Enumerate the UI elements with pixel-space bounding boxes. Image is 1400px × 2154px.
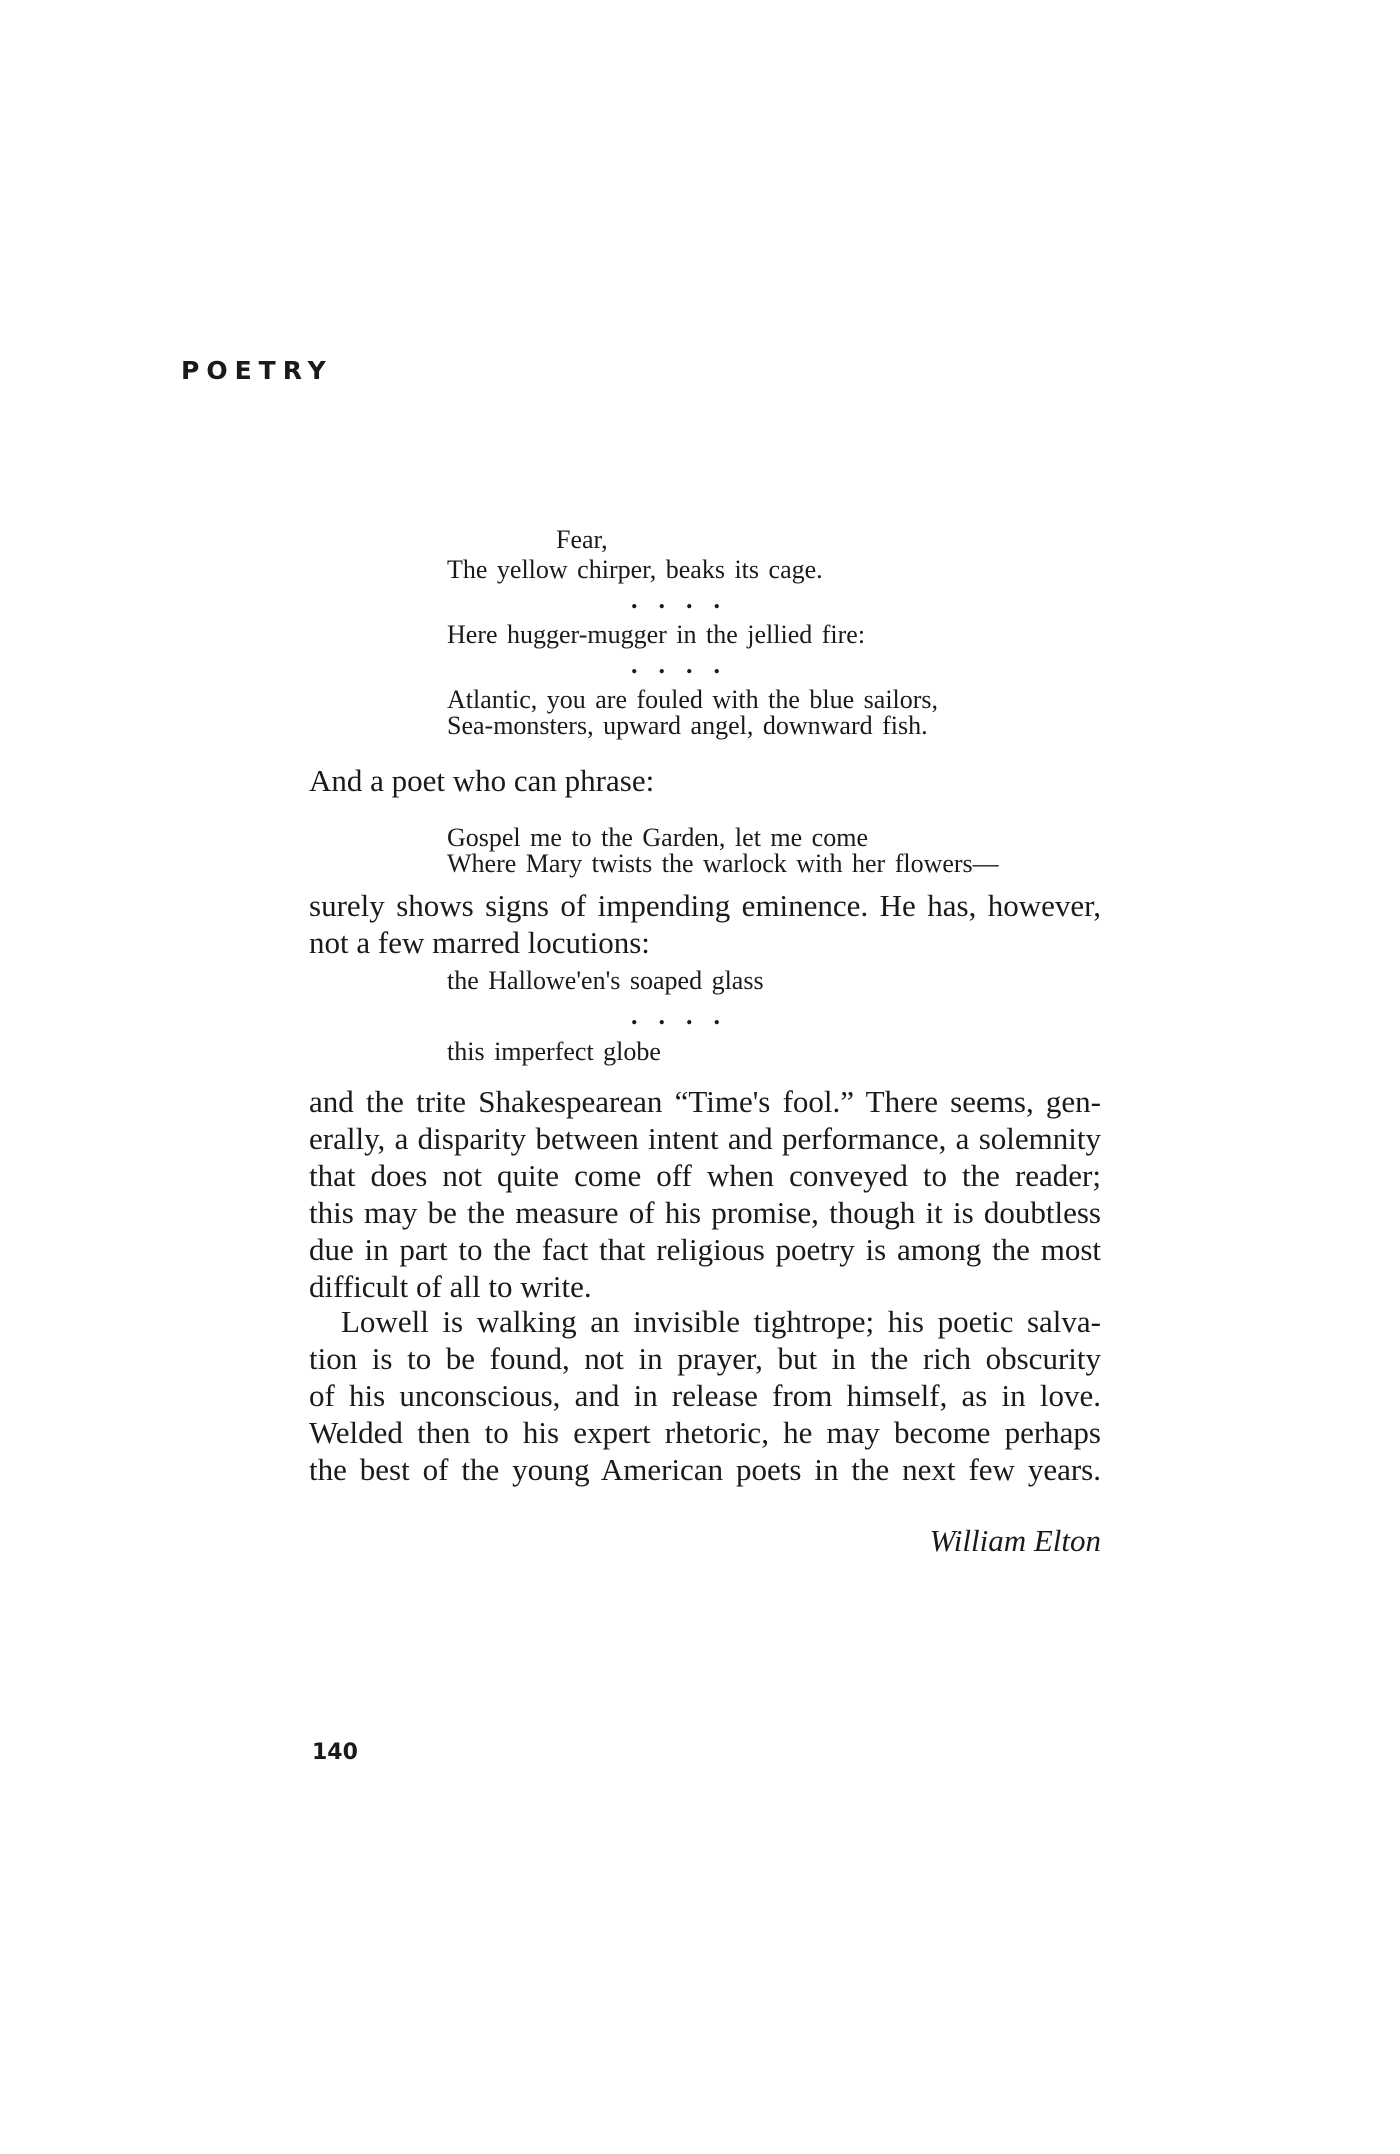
ellipsis-dots: .... xyxy=(631,650,741,679)
quote-line: Fear, xyxy=(556,525,608,554)
ellipsis-dots: .... xyxy=(631,1001,741,1030)
prose-line: that does not quite come off when conveyed to the reader; xyxy=(309,1158,1101,1193)
quote-line: Gospel me to the Garden, let me come xyxy=(447,823,868,852)
quote-line: this imperfect globe xyxy=(447,1037,661,1066)
prose-line: not a few marred locutions: xyxy=(309,925,650,960)
quote-line: Atlantic, you are fouled with the blue sailors, xyxy=(447,685,939,714)
prose-line: erally, a disparity between intent and performance, a solemnity xyxy=(309,1121,1101,1156)
quote-line: Where Mary twists the warlock with her flowers— xyxy=(447,849,999,878)
running-head: POETRY xyxy=(181,356,333,385)
prose-paragraph xyxy=(309,1083,1101,1305)
author-signature: William Elton xyxy=(929,1523,1101,1558)
prose-line: and the trite Shakespearean “Time's fool.” There seems, gen- xyxy=(309,1084,1101,1119)
prose-paragraph xyxy=(309,762,1101,799)
quote-line: Sea-monsters, upward angel, downward fish. xyxy=(447,711,928,740)
prose-line: tion is to be found, not in prayer, but in the rich obscurity xyxy=(309,1341,1101,1376)
prose-line: surely shows signs of impending eminence. He has, however, xyxy=(309,888,1101,923)
prose-line: due in part to the fact that religious poetry is among the most xyxy=(309,1232,1101,1267)
prose-line: Lowell is walking an invisible tightrope; his poetic salva- xyxy=(341,1304,1101,1339)
prose-line: And a poet who can phrase: xyxy=(309,763,655,798)
quote-line: the Hallowe'en's soaped glass xyxy=(447,966,764,995)
prose-line: this may be the measure of his promise, though it is doubtless xyxy=(309,1195,1101,1230)
page-number: 140 xyxy=(312,1740,358,1765)
prose-line: the best of the young American poets in the next few years. xyxy=(309,1452,1101,1487)
quote-line: Here hugger-mugger in the jellied fire: xyxy=(447,620,866,649)
prose-line: Welded then to his expert rhetoric, he may become perhaps xyxy=(309,1415,1101,1450)
prose-paragraph xyxy=(309,887,1101,961)
prose-paragraph xyxy=(309,1303,1101,1488)
quote-line: The yellow chirper, beaks its cage. xyxy=(447,555,823,584)
prose-line: of his unconscious, and in release from himself, as in love. xyxy=(309,1378,1101,1413)
prose-line: difficult of all to write. xyxy=(309,1269,592,1304)
ellipsis-dots: .... xyxy=(631,585,741,614)
